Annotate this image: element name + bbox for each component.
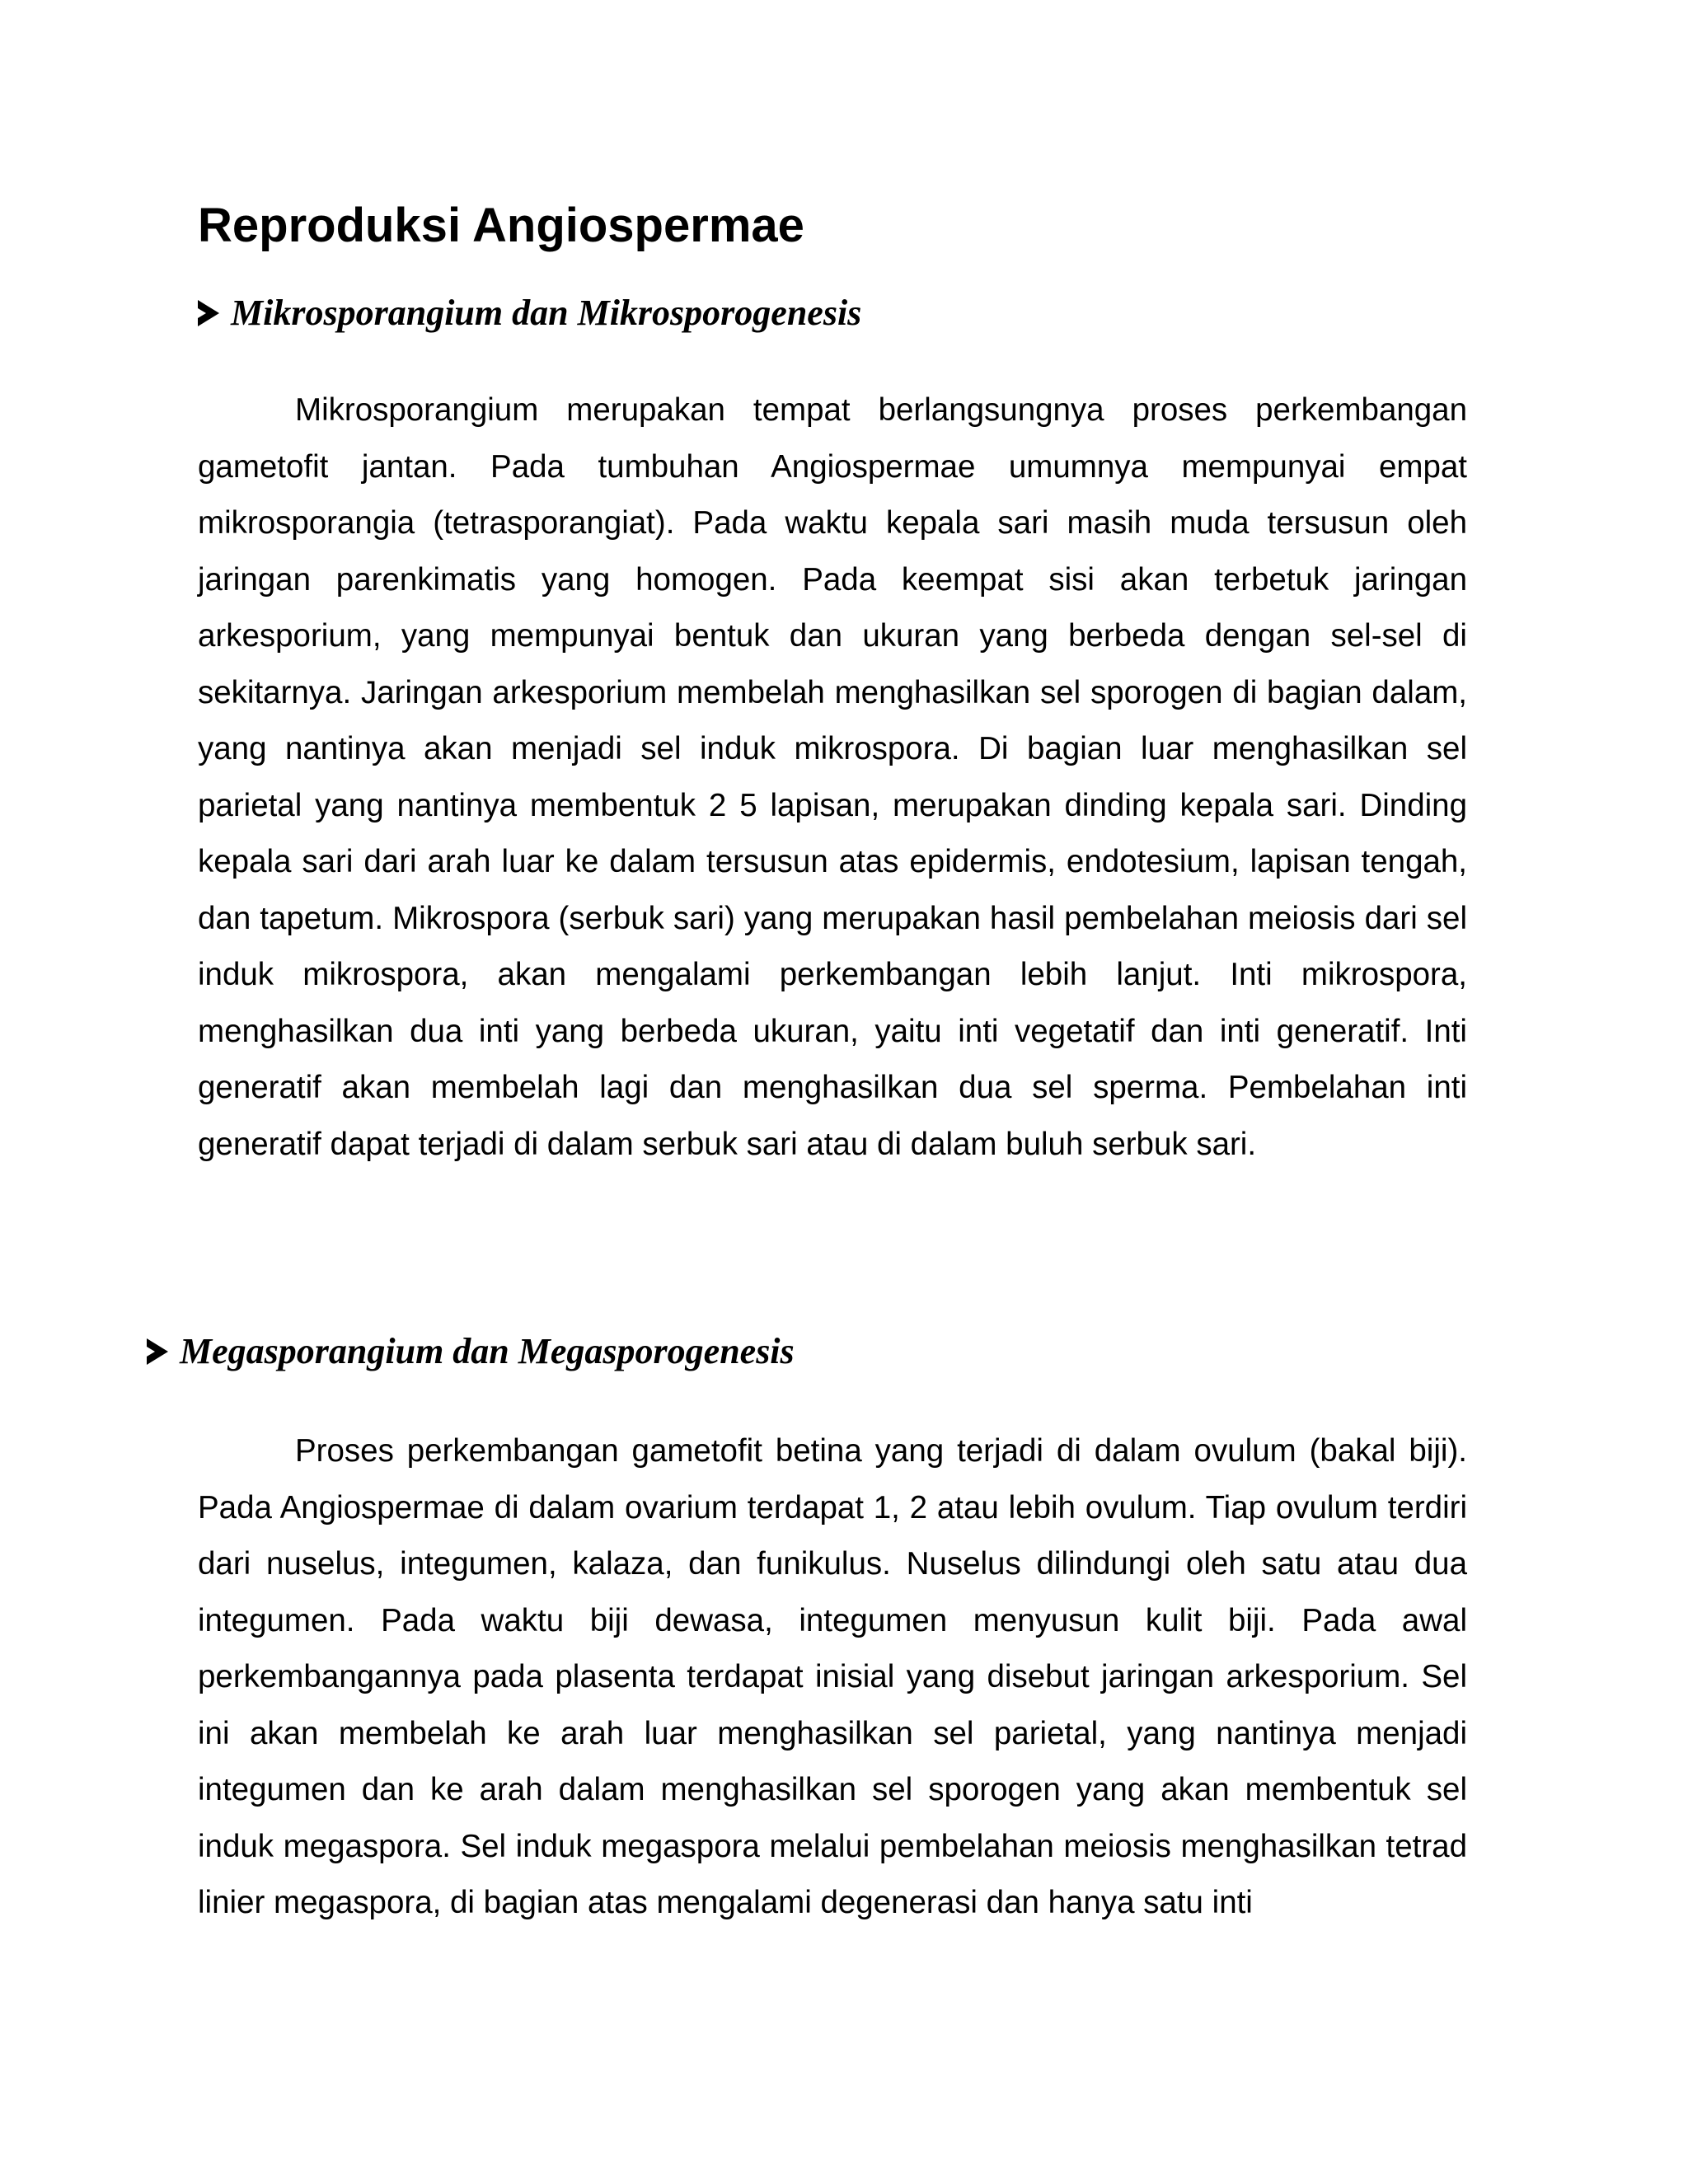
section-heading-mikrosporangium (198, 290, 861, 336)
paragraph-megasporangium: Proses perkembangan gametofit betina yang terjadi di dalam ovulum (bakal biji). Pada Angiospermae di dalam ovarium terdapat 1, 2 atau lebih ovulum. Tiap ovulum terdiri dari nuselus, integumen, kalaza, dan funikulus. Nuselus dilindungi oleh satu atau dua integumen. Pada waktu biji dewasa, integumen menyusun kulit biji. Pada awal perkembangannya pada plasenta terdapat inisial yang disebut jaringan arkesporium. Sel ini akan membelah ke arah luar menghasilkan sel parietal, yang nantinya menjadi integumen dan ke arah dalam menghasilkan sel sporogen yang akan membentuk sel induk megaspora. Sel induk megaspora melalui pembelahan meiosis menghasilkan tetrad linier megaspora, di bagian atas mengalami degenerasi dan hanya satu inti (198, 1433, 1467, 1920)
page-title: Reproduksi Angiospermae (198, 199, 804, 252)
section-heading-text: Megasporangium dan Megasporogenesis (180, 1331, 795, 1371)
section-heading-megasporangium (147, 1329, 795, 1375)
arrowhead-bullet-icon (147, 1338, 168, 1365)
section-heading-text: Mikrosporangium dan Mikrosporogenesis (231, 293, 862, 333)
paragraph-mikrosporangium: Mikrosporangium merupakan tempat berlangsungnya proses perkembangan gametofit jantan. Pada tumbuhan Angiospermae umumnya mempunyai empat mikrosporangia (tetrasporangiat). Pada waktu kepala sari masih muda tersusun oleh jaringan parenkimatis yang homogen. Pada keempat sisi akan terbetuk jaringan arkesporium, yang mempunyai bentuk dan ukuran yang berbeda dengan sel-sel di sekitarnya. Jaringan arkesporium membelah menghasilkan sel sporogen di bagian dalam, yang nantinya akan menjadi sel induk mikrospora. Di bagian luar menghasilkan sel parietal yang nantinya membentuk 2 5 lapisan, merupakan dinding kepala sari. Dinding kepala sari dari arah luar ke dalam tersusun atas epidermis, endotesium, lapisan tengah, dan tapetum. Mikrospora (serbuk sari) yang merupakan hasil pembelahan meiosis dari sel induk mikrospora, akan mengalami perkembangan lebih lanjut. Inti mikrospora, menghasilkan dua inti yang berbeda ukuran, yaitu inti vegetatif dan inti generatif. Inti generatif akan membelah lagi dan menghasilkan dua sel sperma. Pembelahan inti generatif dapat terjadi di dalam serbuk sari atau di dalam buluh serbuk sari. (198, 392, 1467, 1162)
arrowhead-bullet-icon (198, 300, 219, 326)
